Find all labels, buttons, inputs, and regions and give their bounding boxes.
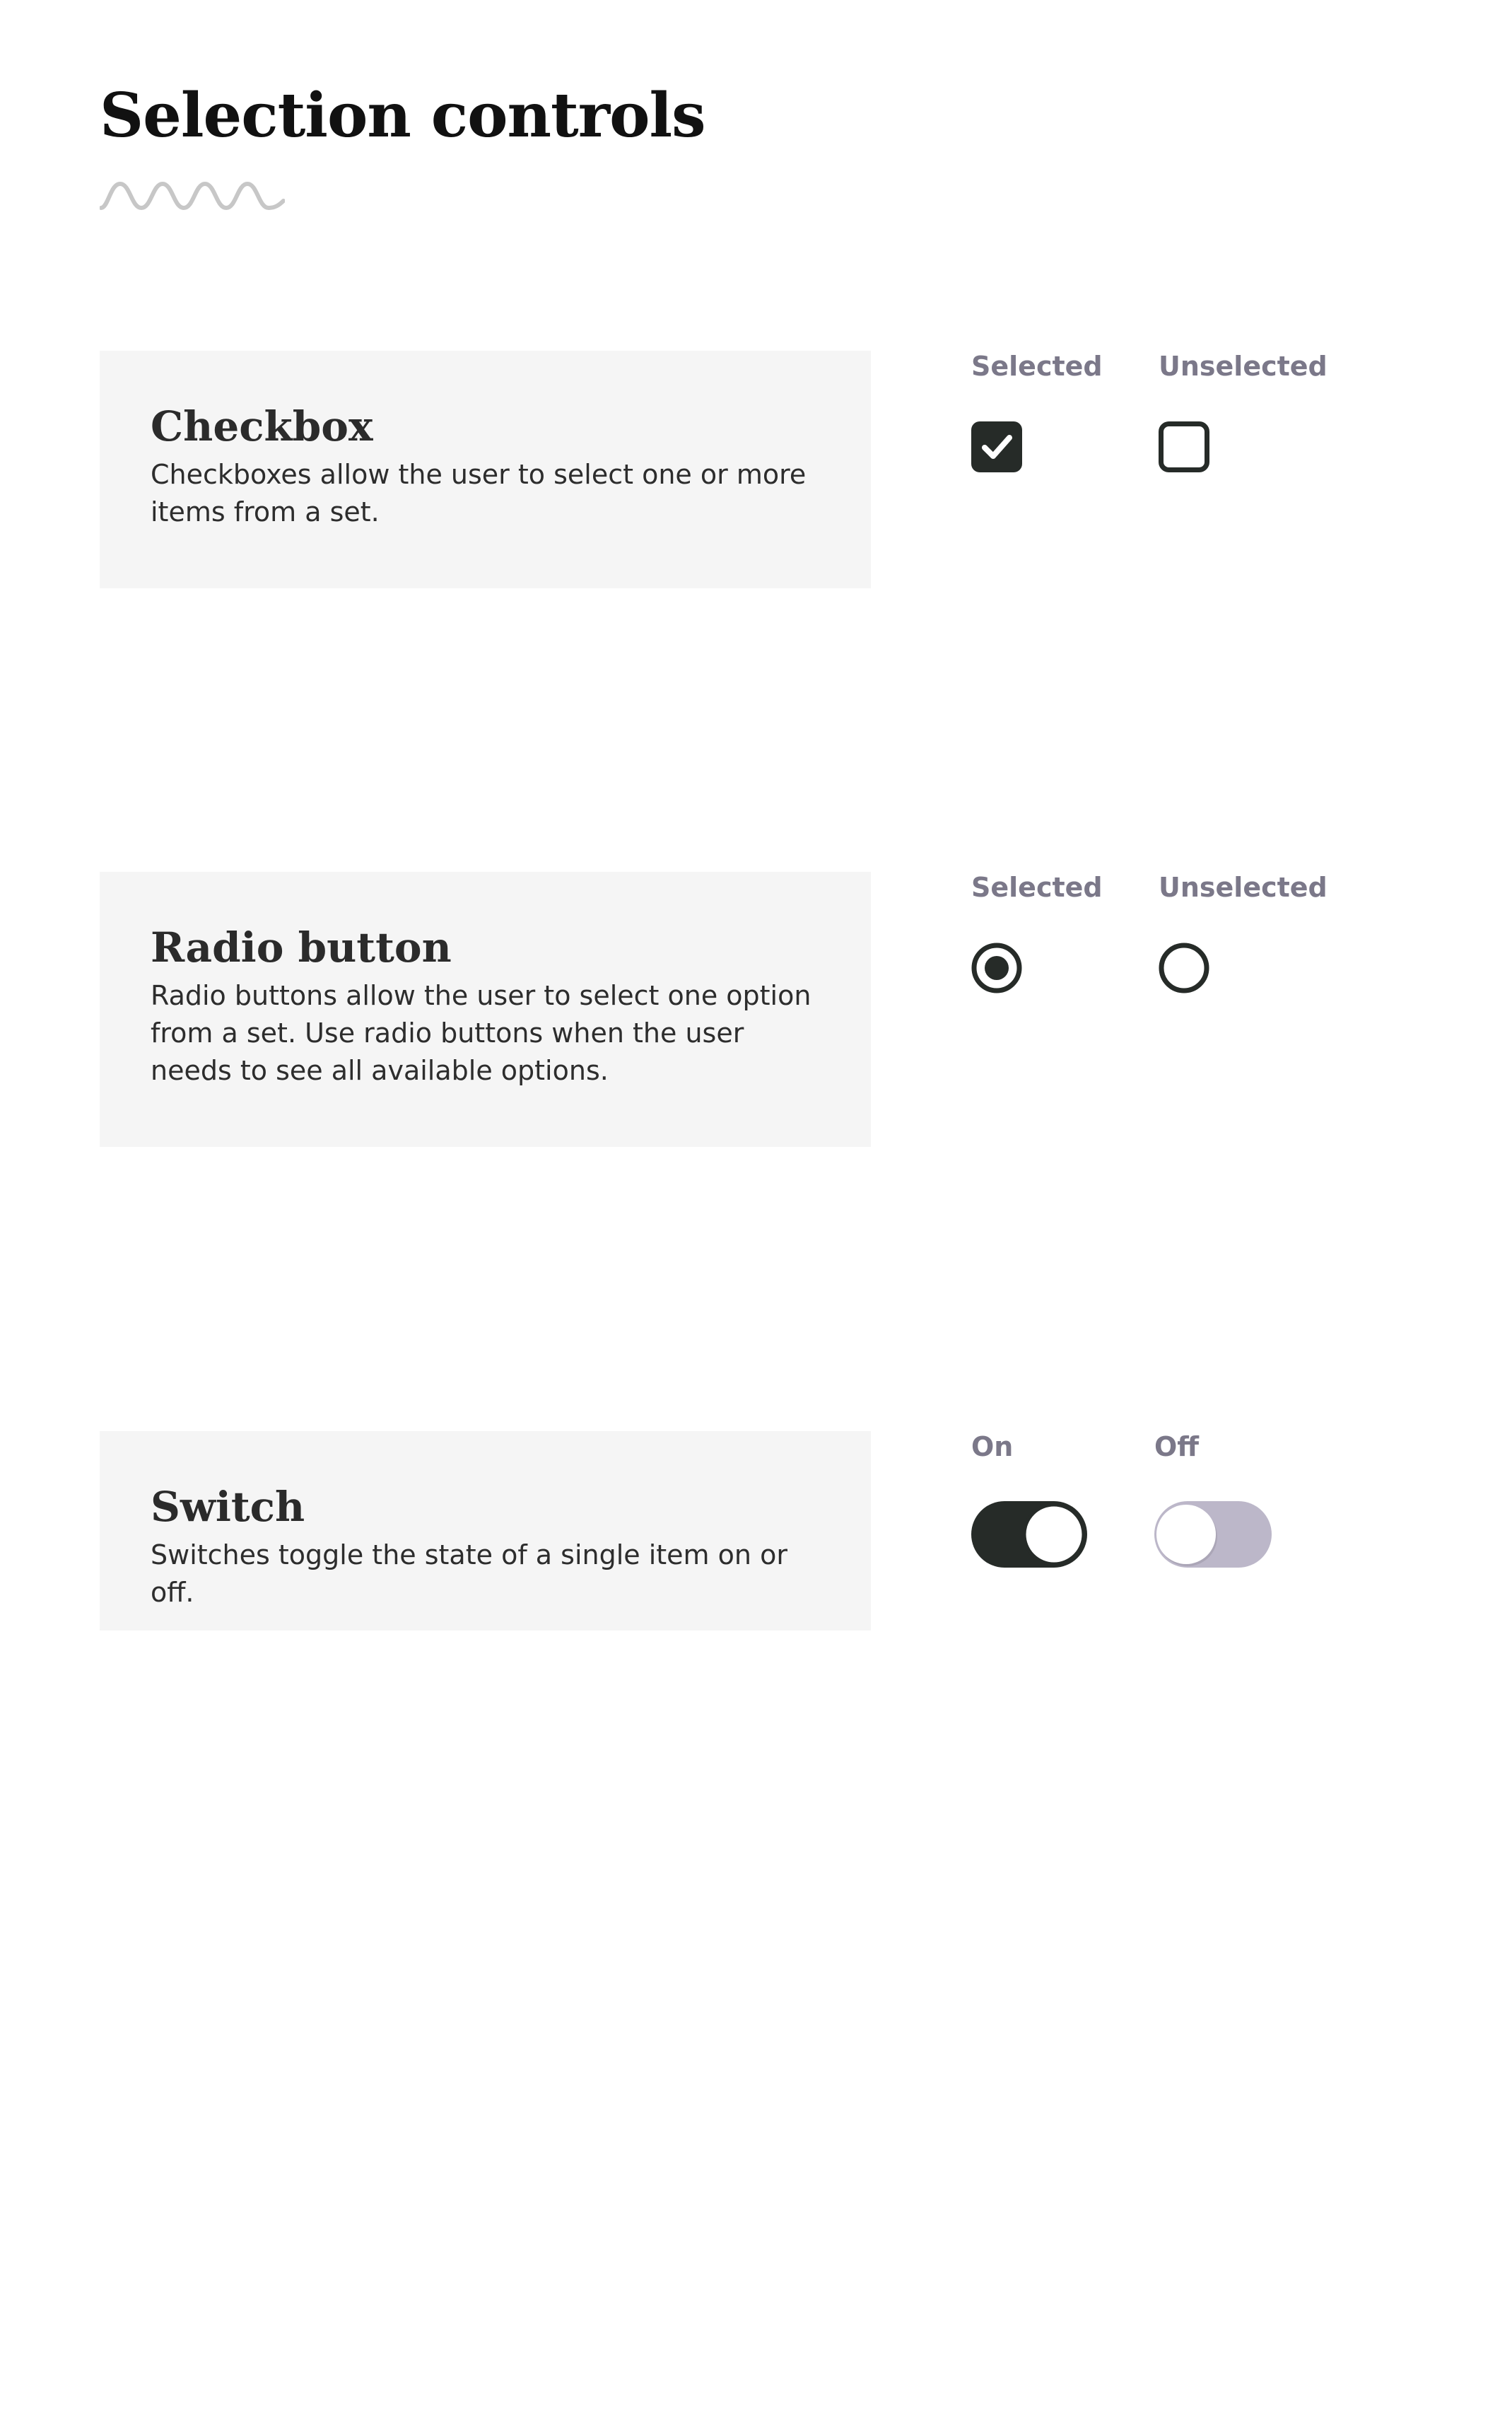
radio-description: Radio buttons allow the user to select one option from a set. Use radio buttons when the user needs to see all available options. [151,979,811,1086]
switch-description: Switches toggle the state of a single item on or off. [151,1539,787,1608]
radio-unselected-label: Unselected [1159,872,1328,903]
checkbox-unselected[interactable] [1159,421,1209,472]
radio-unselected[interactable] [1159,943,1209,993]
checkbox-title: Checkbox [151,402,373,450]
checkbox-selected[interactable] [971,421,1022,472]
checkbox-selected-label: Selected [971,351,1103,382]
switch-on-label: On [971,1431,1014,1462]
wave-icon [100,178,285,211]
radio-dot-icon [985,956,1009,980]
radio-selected[interactable] [971,943,1022,993]
page-title: Selection controls [100,80,705,151]
switch-off-label: Off [1154,1431,1200,1462]
switch-card [100,1431,871,1631]
switch-knob [1024,1505,1084,1564]
checkbox-card [100,351,871,588]
switch-off[interactable] [1154,1501,1274,1572]
checkbox-unselected-label: Unselected [1159,351,1328,382]
checkbox-description: Checkboxes allow the user to select one or more items from a set. [151,458,807,527]
switch-on[interactable] [971,1501,1089,1569]
switch-knob [1156,1505,1216,1564]
switch-title: Switch [151,1483,305,1531]
radio-card [100,872,871,1147]
radio-title: Radio button [151,923,452,972]
radio-selected-label: Selected [971,872,1103,903]
